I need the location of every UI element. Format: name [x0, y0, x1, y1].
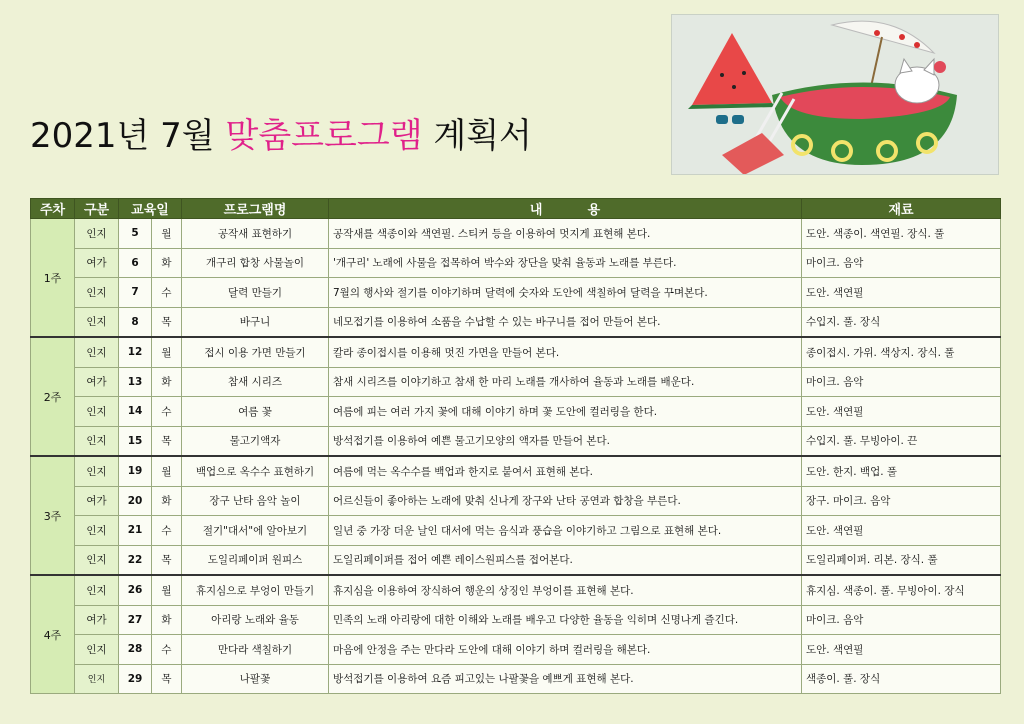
header-week: 주차 — [31, 199, 75, 219]
date-day-cell: 19 — [119, 456, 152, 486]
program-name-cell: 개구리 합창 사물놀이 — [182, 248, 329, 278]
table-row — [31, 278, 1001, 308]
table-row — [31, 337, 1001, 367]
material-cell: 휴지심. 색종이. 풀. 무빙아이. 장식 — [802, 575, 1001, 605]
table-header-row — [31, 199, 1001, 219]
date-day-cell: 12 — [119, 337, 152, 367]
date-day-cell: 28 — [119, 635, 152, 665]
category-cell: 여가 — [75, 486, 119, 516]
table-row — [31, 248, 1001, 278]
title-prefix: 2021년 7월 — [30, 116, 215, 156]
watermelon-pool-illustration-icon — [671, 14, 999, 175]
header-category: 구분 — [75, 199, 119, 219]
table-row — [31, 605, 1001, 635]
date-day-cell: 27 — [119, 605, 152, 635]
date-weekday-cell: 월 — [152, 337, 182, 367]
material-cell: 종이접시. 가위. 색상지. 장식. 풀 — [802, 337, 1001, 367]
category-cell: 인지 — [75, 426, 119, 456]
table-row — [31, 486, 1001, 516]
category-cell: 인지 — [75, 456, 119, 486]
category-cell: 인지 — [75, 516, 119, 546]
material-cell: 도안. 한지. 백업. 풀 — [802, 456, 1001, 486]
table-row — [31, 575, 1001, 605]
material-cell: 수입지. 풀. 장식 — [802, 307, 1001, 337]
content-cell: 네모접기를 이용하여 소품을 수납할 수 있는 바구니를 접어 만들어 본다. — [329, 307, 802, 337]
category-cell: 인지 — [75, 397, 119, 427]
date-day-cell: 20 — [119, 486, 152, 516]
date-day-cell: 6 — [119, 248, 152, 278]
category-cell: 인지 — [75, 219, 119, 249]
content-cell: 휴지심을 이용하여 장식하여 행운의 상징인 부엉이를 표현해 본다. — [329, 575, 802, 605]
header-content: 내 용 — [329, 199, 802, 219]
content-cell: 도일리페이퍼를 접어 예쁜 레이스원피스를 접어본다. — [329, 545, 802, 575]
program-name-cell: 접시 이용 가면 만들기 — [182, 337, 329, 367]
program-name-cell: 나팔꽃 — [182, 664, 329, 694]
material-cell: 마이크. 음악 — [802, 248, 1001, 278]
category-cell: 인지 — [75, 337, 119, 367]
date-weekday-cell: 화 — [152, 605, 182, 635]
date-day-cell: 21 — [119, 516, 152, 546]
material-cell: 도안. 색종이. 색연필. 장식. 풀 — [802, 219, 1001, 249]
category-cell: 여가 — [75, 367, 119, 397]
date-day-cell: 8 — [119, 307, 152, 337]
date-day-cell: 13 — [119, 367, 152, 397]
table-row — [31, 456, 1001, 486]
date-weekday-cell: 수 — [152, 516, 182, 546]
date-weekday-cell: 목 — [152, 664, 182, 694]
date-day-cell: 5 — [119, 219, 152, 249]
date-weekday-cell: 목 — [152, 545, 182, 575]
material-cell: 도일리페이퍼. 리본. 장식. 풀 — [802, 545, 1001, 575]
date-weekday-cell: 수 — [152, 397, 182, 427]
date-weekday-cell: 화 — [152, 486, 182, 516]
content-cell: 참새 시리즈를 이야기하고 참새 한 마리 노래를 개사하여 율동과 노래를 배운다. — [329, 367, 802, 397]
date-day-cell: 15 — [119, 426, 152, 456]
date-weekday-cell: 월 — [152, 575, 182, 605]
content-cell: 방석접기를 이용하여 예쁜 물고기모양의 액자를 만들어 본다. — [329, 426, 802, 456]
date-weekday-cell: 수 — [152, 635, 182, 665]
table-body — [31, 219, 1001, 694]
material-cell: 도안. 색연필 — [802, 516, 1001, 546]
program-name-cell: 장구 난타 음악 놀이 — [182, 486, 329, 516]
content-cell: 여름에 피는 여러 가지 꽃에 대해 이야기 하며 꽃 도안에 컬러링을 한다. — [329, 397, 802, 427]
category-cell: 인지 — [75, 278, 119, 308]
content-cell: 일년 중 가장 더운 날인 대서에 먹는 음식과 풍습을 이야기하고 그림으로 표현해 본다. — [329, 516, 802, 546]
content-cell: 방석접기를 이용하여 요즘 피고있는 나팔꽃을 예쁘게 표현해 본다. — [329, 664, 802, 694]
date-weekday-cell: 화 — [152, 367, 182, 397]
program-name-cell: 달력 만들기 — [182, 278, 329, 308]
category-cell: 인지 — [75, 575, 119, 605]
program-name-cell: 여름 꽃 — [182, 397, 329, 427]
table-row — [31, 219, 1001, 249]
program-name-cell: 아리랑 노래와 율동 — [182, 605, 329, 635]
page-title — [30, 108, 532, 157]
content-cell: 여름에 먹는 옥수수를 백업과 한지로 붙여서 표현해 본다. — [329, 456, 802, 486]
table-row — [31, 635, 1001, 665]
date-weekday-cell: 월 — [152, 456, 182, 486]
date-weekday-cell: 수 — [152, 278, 182, 308]
content-cell: '개구리' 노래에 사물을 접목하여 박수와 장단을 맞춰 율동과 노래를 부른다. — [329, 248, 802, 278]
table-row — [31, 307, 1001, 337]
program-name-cell: 공작새 표현하기 — [182, 219, 329, 249]
date-weekday-cell: 목 — [152, 307, 182, 337]
week-label: 1주 — [31, 219, 75, 338]
program-name-cell: 도일리페이퍼 원피스 — [182, 545, 329, 575]
header-date: 교육일 — [119, 199, 182, 219]
category-cell: 여가 — [75, 605, 119, 635]
material-cell: 도안. 색연필 — [802, 278, 1001, 308]
table-row — [31, 367, 1001, 397]
week-label: 3주 — [31, 456, 75, 575]
date-day-cell: 29 — [119, 664, 152, 694]
week-label: 2주 — [31, 337, 75, 456]
header-material: 재료 — [802, 199, 1001, 219]
material-cell: 색종이. 풀. 장식 — [802, 664, 1001, 694]
program-name-cell: 물고기액자 — [182, 426, 329, 456]
material-cell: 마이크. 음악 — [802, 367, 1001, 397]
table-row — [31, 664, 1001, 694]
material-cell: 장구. 마이크. 음악 — [802, 486, 1001, 516]
date-weekday-cell: 월 — [152, 219, 182, 249]
date-day-cell: 14 — [119, 397, 152, 427]
category-cell: 인지 — [75, 307, 119, 337]
material-cell: 수입지. 풀. 무빙아이. 끈 — [802, 426, 1001, 456]
category-cell: 여가 — [75, 248, 119, 278]
content-cell: 7월의 행사와 절기를 이야기하며 달력에 숫자와 도안에 색칠하여 달력을 꾸며본다. — [329, 278, 802, 308]
program-name-cell: 만다라 색칠하기 — [182, 635, 329, 665]
header-program: 프로그램명 — [182, 199, 329, 219]
illustration-svg — [672, 15, 998, 174]
date-day-cell: 26 — [119, 575, 152, 605]
category-cell: 인지 — [75, 664, 119, 694]
date-weekday-cell: 목 — [152, 426, 182, 456]
table-row — [31, 426, 1001, 456]
program-name-cell: 절기"대서"에 알아보기 — [182, 516, 329, 546]
category-cell: 인지 — [75, 635, 119, 665]
week-label: 4주 — [31, 575, 75, 694]
date-weekday-cell: 화 — [152, 248, 182, 278]
title-highlight: 맞춤프로그램 — [225, 116, 423, 156]
category-cell: 인지 — [75, 545, 119, 575]
program-name-cell: 바구니 — [182, 307, 329, 337]
table-row — [31, 545, 1001, 575]
program-name-cell: 휴지심으로 부엉이 만들기 — [182, 575, 329, 605]
content-cell: 마음에 안정을 주는 만다라 도안에 대해 이야기 하며 컬러링을 해본다. — [329, 635, 802, 665]
program-plan-table — [30, 198, 1001, 694]
material-cell: 도안. 색연필 — [802, 635, 1001, 665]
table-row — [31, 397, 1001, 427]
content-cell: 어르신들이 좋아하는 노래에 맞춰 신나게 장구와 난타 공연과 합창을 부른다. — [329, 486, 802, 516]
material-cell: 마이크. 음악 — [802, 605, 1001, 635]
material-cell: 도안. 색연필 — [802, 397, 1001, 427]
content-cell: 민족의 노래 아리랑에 대한 이해와 노래를 배우고 다양한 율동을 익히며 신명나게 즐긴다. — [329, 605, 802, 635]
table-row — [31, 516, 1001, 546]
title-suffix: 계획서 — [433, 116, 532, 156]
program-name-cell: 참새 시리즈 — [182, 367, 329, 397]
program-name-cell: 백업으로 옥수수 표현하기 — [182, 456, 329, 486]
date-day-cell: 22 — [119, 545, 152, 575]
date-day-cell: 7 — [119, 278, 152, 308]
content-cell: 칼라 종이접시를 이용해 멋진 가면을 만들어 본다. — [329, 337, 802, 367]
content-cell: 공작새를 색종이와 색연필. 스티커 등을 이용하여 멋지게 표현해 본다. — [329, 219, 802, 249]
